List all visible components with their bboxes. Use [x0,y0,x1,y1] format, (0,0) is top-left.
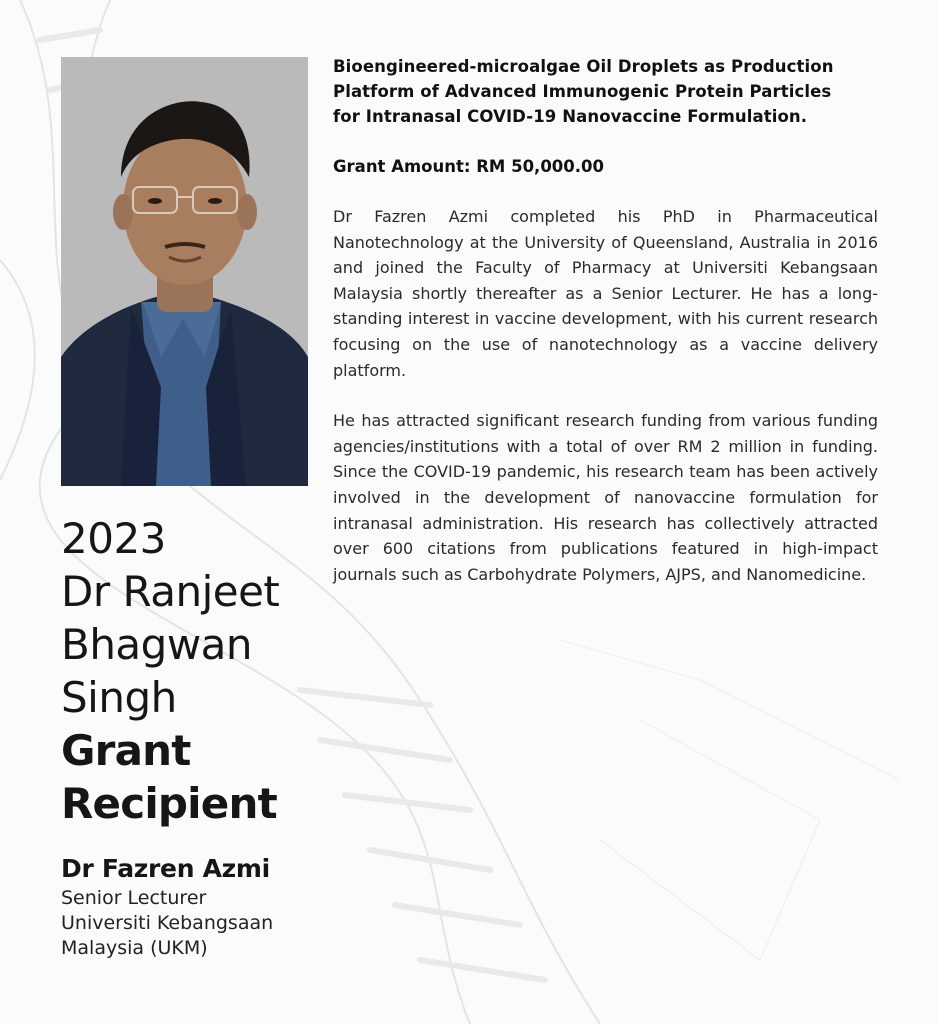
recipient-role: Senior Lecturer [61,887,207,909]
award-name-line-1: Dr Ranjeet [61,567,280,616]
award-recipient-label: Recipient [61,779,277,828]
bio-paragraph-1: Dr Fazren Azmi completed his PhD in Pharmaceutical Nanotechnology at the University of Queensland, Australia in 2016 and joined the Faculty of Pharmacy at Universiti Kebangsaan Malaysia shortly thereafter as a Senior Lecturer. He has a long-standing interest in vaccine development, with his current research focusing on the use of nanotechnology as a vaccine delivery platform. [333,207,878,380]
award-year: 2023 [61,514,166,563]
award-grant-label: Grant [61,726,191,775]
bio-paragraph-2: He has attracted significant research funding from various funding agencies/institutions with a total of over RM 2 million in funding. Since the COVID-19 pandemic, his research team has been actively involved in the development of nanovaccine formulation for intranasal administration. His research has collectively attracted over 600 citations from publications featured in high-impact journals such as Carbohydrate Polymers, AJPS, and Nanomedicine. [333,411,878,584]
recipient-block [61,852,341,961]
recipient-institution-line-2: Malaysia (UKM) [61,937,208,959]
recipient-institution-line-1: Universiti Kebangsaan [61,912,274,934]
project-title-line-3: for Intranasal COVID-19 Nanovaccine Formulation. [333,107,808,126]
recipient-name: Dr Fazren Azmi [61,854,270,883]
grant-amount: Grant Amount: RM 50,000.00 [333,157,604,176]
project-title-line-2: Platform of Advanced Immunogenic Protein Particles [333,82,832,101]
award-heading [61,512,331,830]
project-title [333,54,878,129]
award-name-line-3: Singh [61,673,177,722]
project-title-line-1: Bioengineered-microalgae Oil Droplets as Production [333,57,834,76]
project-content [333,54,878,587]
portrait-photo [61,57,308,486]
award-name-line-2: Bhagwan [61,620,253,669]
